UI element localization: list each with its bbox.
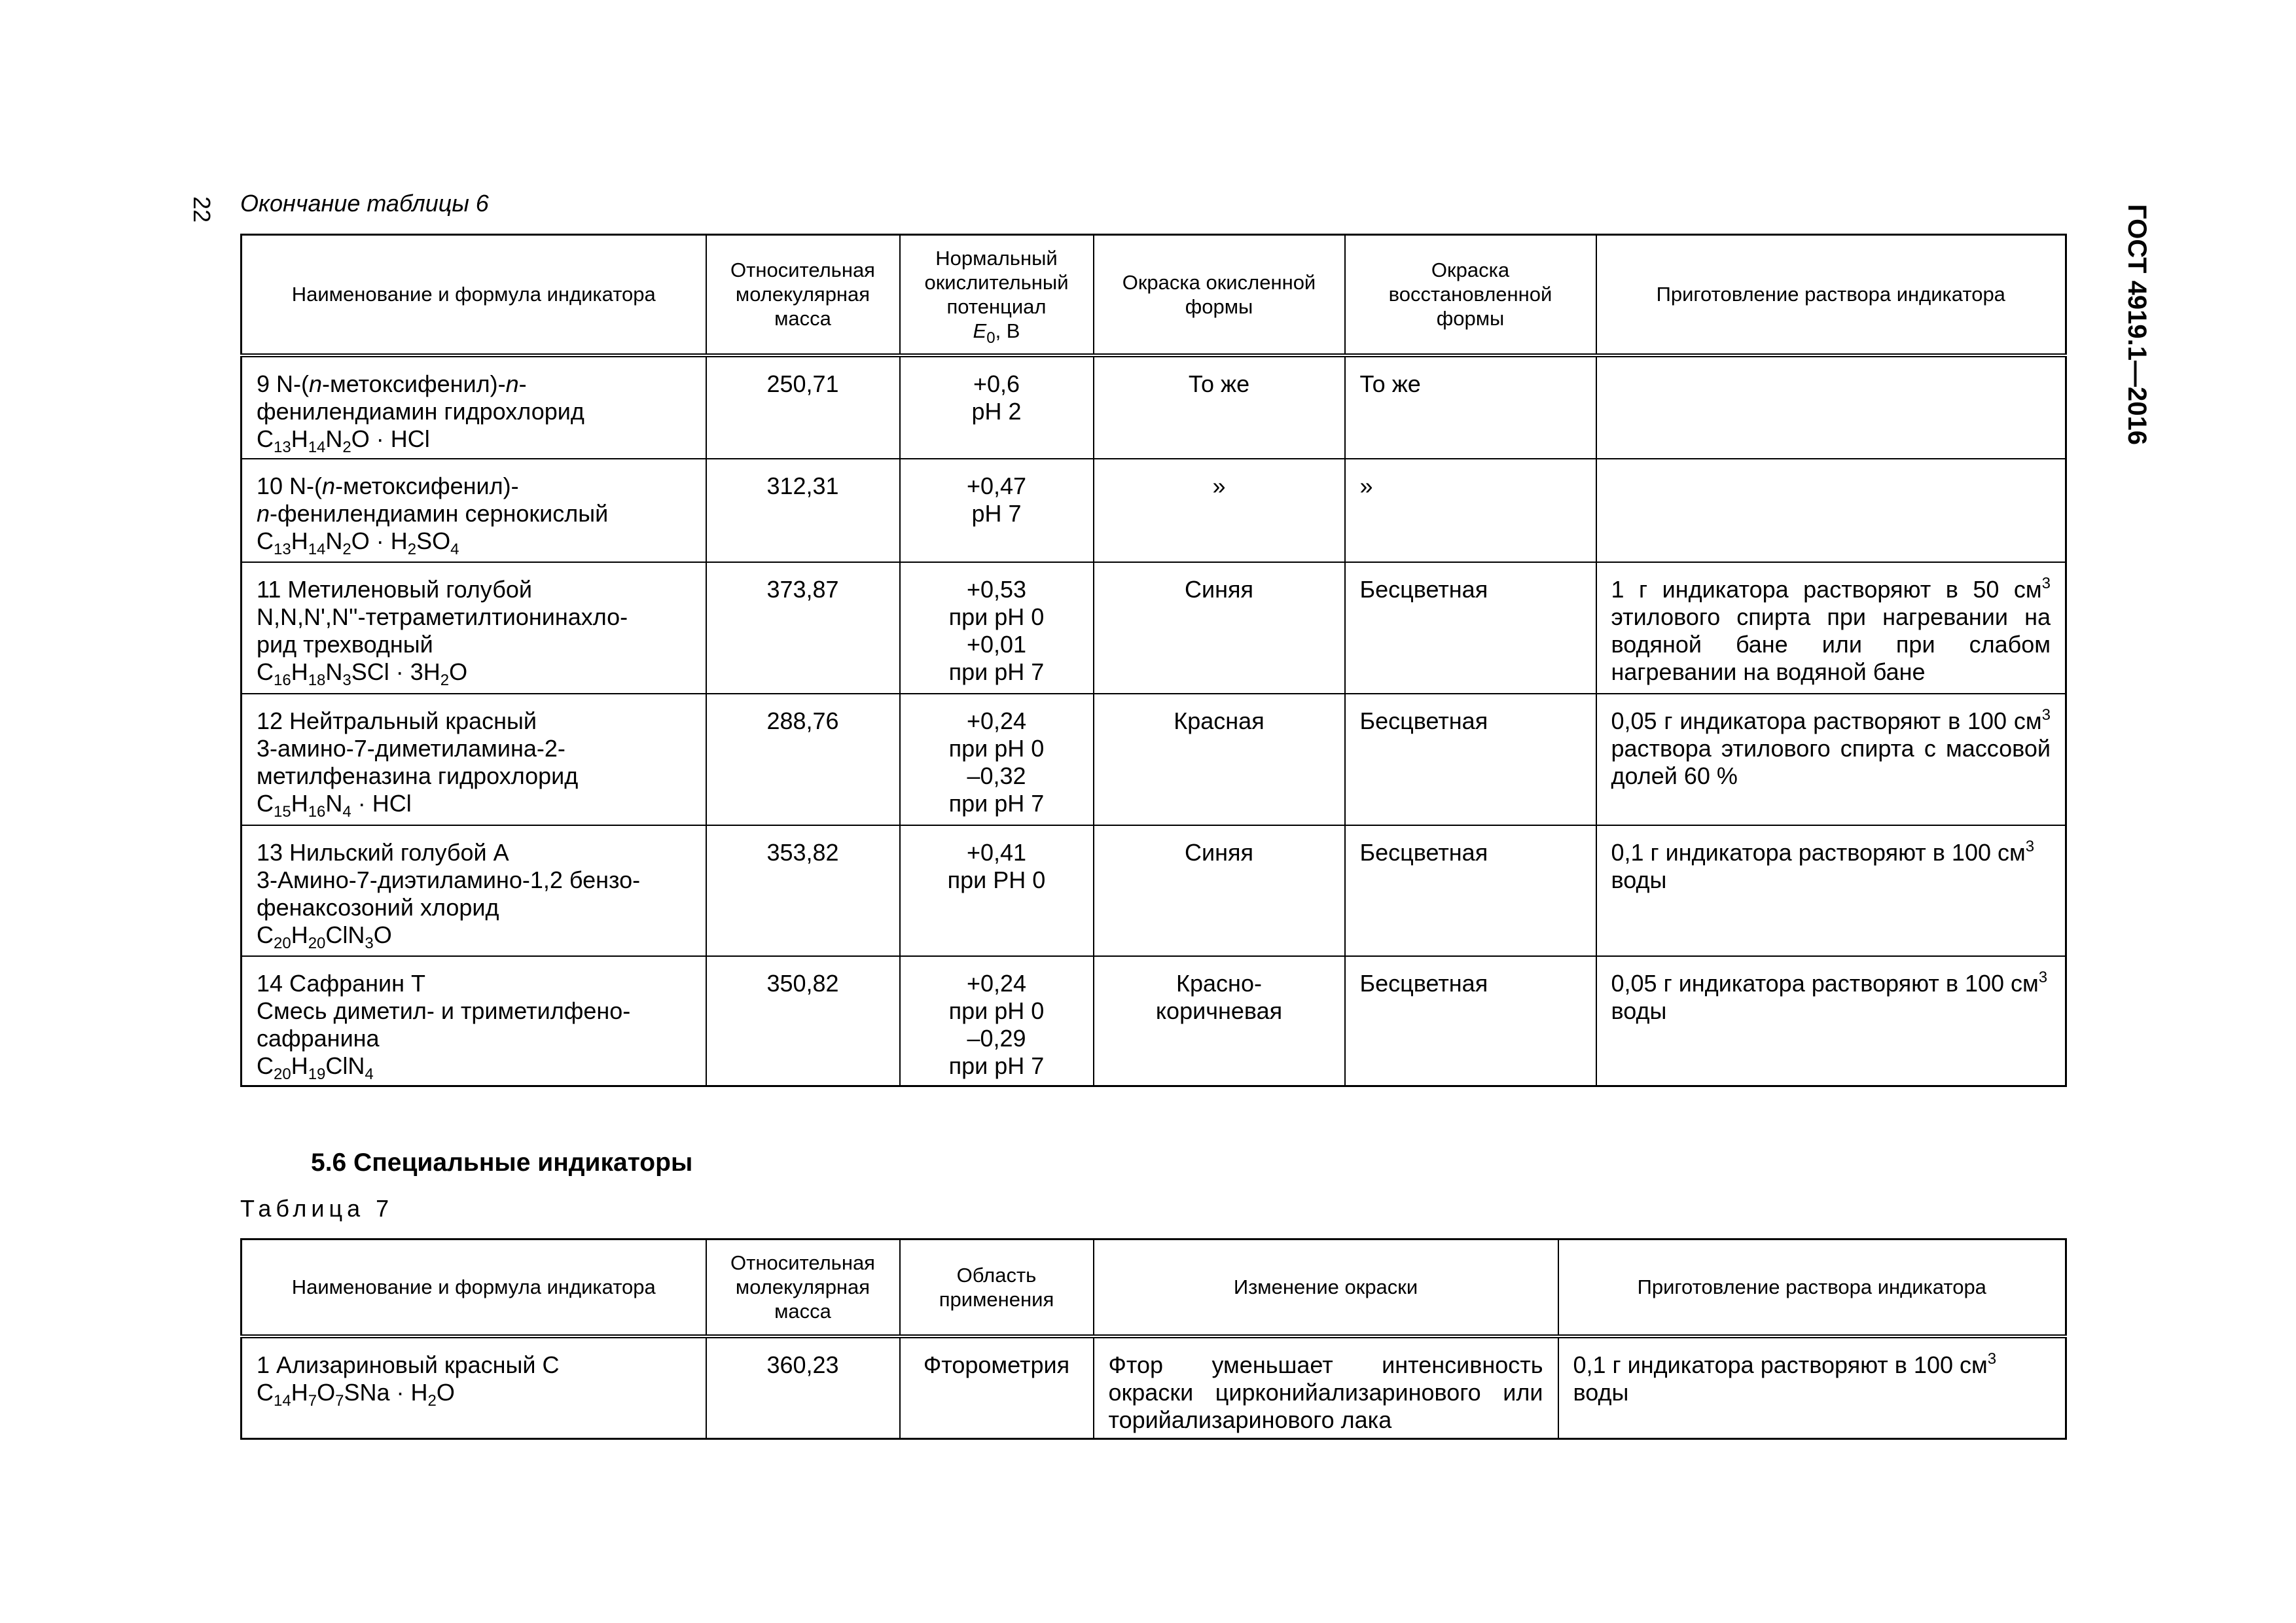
header-preparation: Приготовление раствора индикатора xyxy=(1558,1240,2066,1336)
table7 xyxy=(240,1238,2067,1440)
header-potential xyxy=(900,235,1094,355)
oxidized-color: Синяя xyxy=(1094,825,1345,956)
indicator-name-cell xyxy=(242,825,706,956)
potential-value: +0,24 xyxy=(966,707,1027,734)
potential-value: +0,01 xyxy=(966,630,1027,658)
table-row xyxy=(242,562,2066,694)
header-molecular-mass: Относительная молекулярная масса xyxy=(706,1240,900,1336)
name-text: рид трехводный xyxy=(257,630,433,658)
reduced-color: Бесцветная xyxy=(1345,562,1596,694)
potential-cell xyxy=(900,694,1094,825)
header-molecular-mass: Относительная молекулярная масса xyxy=(706,235,900,355)
header-potential-symbol: E xyxy=(973,319,987,342)
potential-value: –0,32 xyxy=(967,762,1026,789)
reduced-color: Бесцветная xyxy=(1345,694,1596,825)
potential-value: +0,41 xyxy=(966,838,1027,866)
potential-ph: при pH 7 xyxy=(948,789,1045,817)
name-text: - xyxy=(518,370,527,397)
table-row xyxy=(242,1336,2066,1439)
potential-value: +0,53 xyxy=(966,575,1027,603)
name-text: -метоксифенил)- xyxy=(335,472,519,499)
table6-caption: Окончание таблицы 6 xyxy=(240,190,489,217)
potential-ph: при pH 0 xyxy=(948,734,1045,762)
header-color-change: Изменение окраски xyxy=(1094,1240,1558,1336)
name-text: сафранина xyxy=(257,1024,380,1052)
name-text: 1 Ализариновый красный С xyxy=(257,1351,560,1378)
potential-value: +0,6 xyxy=(973,370,1020,397)
chemical-formula: $C_{20}H_{19}ClN_4$ xyxy=(257,1052,374,1083)
name-text: 9 N-( xyxy=(257,370,309,397)
molecular-mass: 353,82 xyxy=(706,825,900,956)
oxidized-color: Красно- коричневая xyxy=(1094,956,1345,1086)
indicator-name-cell xyxy=(242,956,706,1086)
table-row xyxy=(242,355,2066,459)
indicator-name-cell xyxy=(242,694,706,825)
molecular-mass: 360,23 xyxy=(706,1336,900,1439)
molecular-mass: 288,76 xyxy=(706,694,900,825)
chemical-formula: $C_{16}H_{18}N_3SCl \cdot 3H_2O$ xyxy=(257,658,468,689)
header-name-formula: Наименование и формула индикатора xyxy=(242,235,706,355)
name-text: 3-Амино-7-диэтиламино-1,2 бензо- xyxy=(257,866,641,893)
name-italic: n xyxy=(309,370,323,397)
header-application: Область применения xyxy=(900,1240,1094,1336)
name-text: фенаксозоний хлорид xyxy=(257,893,499,921)
table-row xyxy=(242,956,2066,1086)
name-text: 14 Сафранин Т xyxy=(257,969,425,997)
header-name-formula: Наименование и формула индикатора xyxy=(242,1240,706,1336)
chemical-formula: $C_{13}H_{14}N_2O \cdot H_2SO_4$ xyxy=(257,527,459,558)
name-text: -фенилендиамин сернокислый xyxy=(270,499,609,527)
table-row xyxy=(242,694,2066,825)
indicator-name-cell xyxy=(242,459,706,562)
chemical-formula: $C_{14}H_7O_7SNa \cdot H_2O$ xyxy=(257,1378,455,1410)
section-heading: 5.6 Специальные индикаторы xyxy=(311,1149,693,1177)
potential-ph: при pH 0 xyxy=(948,997,1045,1024)
potential-cell xyxy=(900,956,1094,1086)
reduced-color: То же xyxy=(1345,355,1596,459)
name-text: N,N,N',N''-тетраметилтионинахло- xyxy=(257,603,628,630)
name-italic: n xyxy=(505,370,519,397)
reduced-color: » xyxy=(1345,459,1596,562)
name-text: 11 Метиленовый голубой xyxy=(257,575,532,603)
document-code: ГОСТ 4919.1—2016 xyxy=(2123,204,2151,446)
potential-ph: при pH 7 xyxy=(948,658,1045,685)
name-text: метилфеназина гидрохлорид xyxy=(257,762,579,789)
reduced-color: Бесцветная xyxy=(1345,956,1596,1086)
table-row xyxy=(242,825,2066,956)
header-reduced-color: Окраска восстановленной формы xyxy=(1345,235,1596,355)
name-text: фенилендиамин гидрохлорид xyxy=(257,397,584,425)
page-number: 22 xyxy=(188,196,215,223)
potential-value: –0,29 xyxy=(967,1024,1026,1052)
table6 xyxy=(240,234,2067,1087)
indicator-name-cell xyxy=(242,355,706,459)
preparation-cell: 1 г индикатора растворяют в 50 $см^3$ этилового спирта при нагревании на водяной бане или при слабом нагревании на водяной бане xyxy=(1596,562,2066,694)
potential-value: +0,24 xyxy=(966,969,1027,997)
reduced-color: Бесцветная xyxy=(1345,825,1596,956)
name-italic: n xyxy=(322,472,336,499)
potential-cell xyxy=(900,355,1094,459)
header-potential-unit: , В xyxy=(995,319,1020,342)
table7-header-row xyxy=(242,1240,2066,1336)
potential-ph: pH 7 xyxy=(971,499,1022,527)
preparation-cell: 0,05 г индикатора растворяют в 100 $см^3$ воды xyxy=(1596,956,2066,1086)
table7-caption: Таблица 7 xyxy=(240,1195,394,1222)
potential-cell xyxy=(900,825,1094,956)
potential-value: +0,47 xyxy=(966,472,1027,499)
oxidized-color: Синяя xyxy=(1094,562,1345,694)
molecular-mass: 312,31 xyxy=(706,459,900,562)
preparation-cell: 0,1 г индикатора растворяют в 100 $см^3$ воды xyxy=(1596,825,2066,956)
molecular-mass: 373,87 xyxy=(706,562,900,694)
name-text: 13 Нильский голубой А xyxy=(257,838,509,866)
indicator-name-cell xyxy=(242,1336,706,1439)
header-oxidized-color: Окраска окисленной формы xyxy=(1094,235,1345,355)
oxidized-color: Красная xyxy=(1094,694,1345,825)
table-row xyxy=(242,459,2066,562)
name-italic: n xyxy=(257,499,270,527)
name-text: 3-амино-7-диметиламина-2- xyxy=(257,734,565,762)
potential-ph: при pH 0 xyxy=(948,603,1045,630)
preparation-cell: 0,05 г индикатора растворяют в 100 $см^3$ раствора этилового спирта с массовой долей 60 % xyxy=(1596,694,2066,825)
header-potential-subscript: 0 xyxy=(986,329,996,347)
molecular-mass: 250,71 xyxy=(706,355,900,459)
molecular-mass: 350,82 xyxy=(706,956,900,1086)
potential-ph: pH 2 xyxy=(971,397,1022,425)
application: Фторометрия xyxy=(900,1336,1094,1439)
potential-ph: при pH 7 xyxy=(948,1052,1045,1079)
header-preparation: Приготовление раствора индикатора xyxy=(1596,235,2066,355)
header-potential-label: Нормальный окислительный потенциал xyxy=(924,246,1069,318)
name-text: 12 Нейтральный красный xyxy=(257,707,537,734)
potential-ph: при PH 0 xyxy=(947,866,1046,893)
oxidized-color: » xyxy=(1094,459,1345,562)
potential-cell xyxy=(900,459,1094,562)
chemical-formula: $C_{20}H_{20}ClN_3O$ xyxy=(257,921,392,952)
name-text: 10 N-( xyxy=(257,472,323,499)
potential-cell xyxy=(900,562,1094,694)
table6-header-row xyxy=(242,235,2066,355)
chemical-formula: $C_{13}H_{14}N_2O$ · HCl xyxy=(257,425,430,456)
preparation-cell: 0,1 г индикатора растворяют в 100 $см^3$ воды xyxy=(1558,1336,2066,1439)
color-change: Фтор уменьшает интенсивность окраски цирконийализаринового или торийализаринового лака xyxy=(1094,1336,1558,1439)
name-text: -метоксифенил)- xyxy=(322,370,506,397)
preparation-cell xyxy=(1596,459,2066,562)
preparation-cell xyxy=(1596,355,2066,459)
oxidized-color: То же xyxy=(1094,355,1345,459)
chemical-formula: $C_{15}H_{16}N_4$ · HCl xyxy=(257,789,412,821)
indicator-name-cell xyxy=(242,562,706,694)
name-text: Смесь диметил- и триметилфено- xyxy=(257,997,631,1024)
